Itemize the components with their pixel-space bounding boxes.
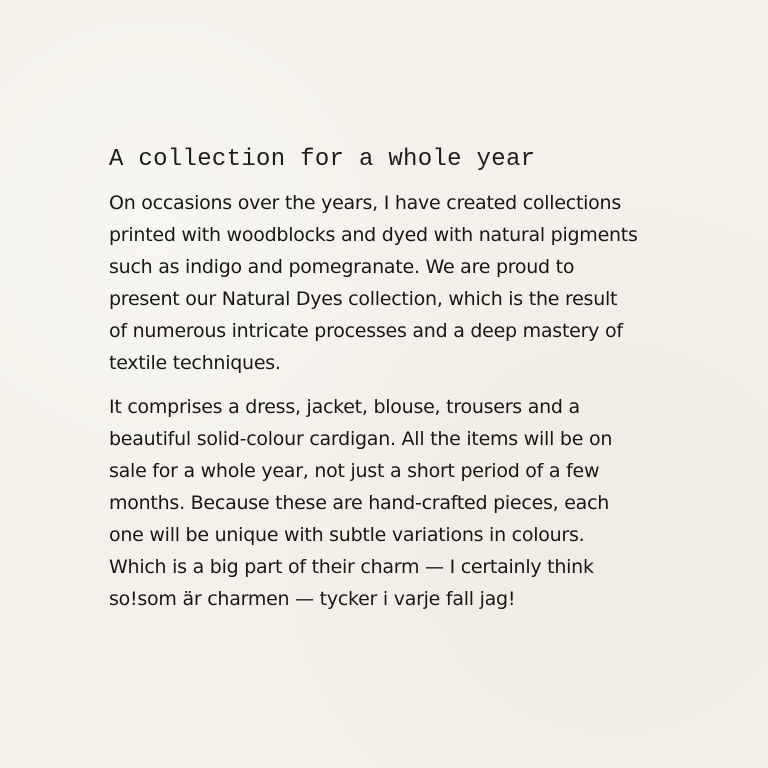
paragraph-line: sale for a whole year, not just a short period of a few [109,460,600,482]
paragraph-line: printed with woodblocks and dyed with natural pigments [109,224,638,246]
paragraph-line: so!som är charmen — tycker i varje fall jag! [109,588,516,610]
paragraph-2 [109,391,669,615]
paragraph-line: beautiful solid-colour cardigan. All the items will be on [109,428,613,450]
paragraph-1 [109,187,669,379]
paragraph-line: one will be unique with subtle variations in colours. [109,524,585,546]
article [109,143,669,615]
paragraph-line: textile techniques. [109,352,281,374]
paragraph-line: present our Natural Dyes collection, which is the result [109,288,618,310]
paragraph-line: of numerous intricate processes and a deep mastery of [109,320,623,342]
paragraph-line: On occasions over the years, I have created collections [109,192,621,214]
paragraph-line: Which is a big part of their charm — I certainly think [109,556,594,578]
paragraph-line: such as indigo and pomegranate. We are proud to [109,256,575,278]
paragraph-line: It comprises a dress, jacket, blouse, trousers and a [109,396,580,418]
paragraph-line: months. Because these are hand-crafted pieces, each [109,492,610,514]
article-title: A collection for a whole year [109,146,536,173]
